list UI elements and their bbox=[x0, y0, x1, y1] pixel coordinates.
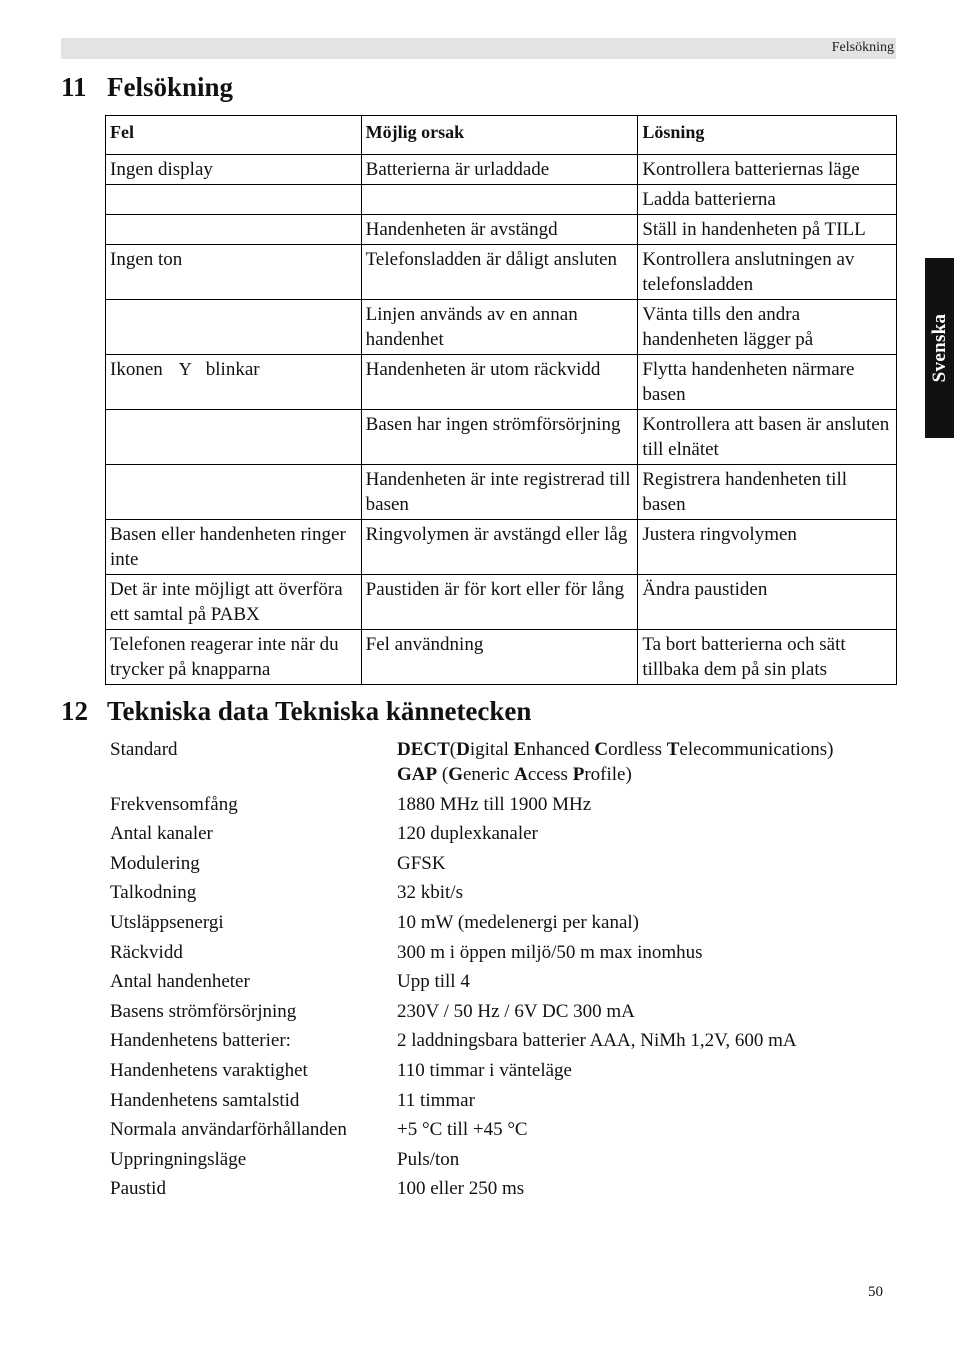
spec-label: Modulering bbox=[110, 852, 200, 874]
spec-label: Handenhetens samtalstid bbox=[110, 1089, 300, 1111]
gap-line: GAP (Generic Access Profile) bbox=[397, 764, 632, 785]
spec-row bbox=[105, 879, 885, 909]
spec-row bbox=[105, 1116, 885, 1146]
section-12-title: Tekniska data Tekniska kännetecken bbox=[107, 696, 532, 726]
cell-cause: Fel användning bbox=[361, 630, 638, 685]
section-11-number: 11 bbox=[61, 72, 87, 102]
cell-cause: Handenheten är utom räckvidd bbox=[361, 355, 638, 410]
spec-label: Räckvidd bbox=[110, 941, 183, 963]
section-11-heading bbox=[61, 72, 233, 103]
cell-cause: Handenheten är inte registrerad till basen bbox=[361, 465, 638, 520]
spec-label: Basens strömförsörjning bbox=[110, 1000, 297, 1022]
cell-solution: Registrera handenheten till basen bbox=[638, 465, 897, 520]
table-row bbox=[106, 300, 897, 355]
cell-fault bbox=[106, 355, 362, 410]
cell-fault bbox=[106, 300, 362, 355]
column-header-cause: Möjlig orsak bbox=[361, 116, 638, 155]
section-11-title: Felsökning bbox=[107, 72, 234, 102]
cell-cause: Handenheten är avstängd bbox=[361, 215, 638, 245]
cell-fault: Basen eller handenheten ringer inte bbox=[106, 520, 362, 575]
table-row bbox=[106, 355, 897, 410]
spec-value: Upp till 4 bbox=[397, 971, 470, 993]
spec-row bbox=[105, 1146, 885, 1176]
spec-label: Antal kanaler bbox=[110, 823, 213, 845]
table-row bbox=[106, 520, 897, 575]
section-12-number: 12 bbox=[61, 696, 88, 726]
spec-row bbox=[105, 1027, 885, 1057]
spec-row bbox=[105, 820, 885, 850]
spec-value: 32 kbit/s bbox=[397, 882, 463, 904]
table-row bbox=[106, 465, 897, 520]
table-row bbox=[106, 215, 897, 245]
language-tab bbox=[925, 258, 954, 438]
spec-row bbox=[105, 791, 885, 821]
cell-solution: Ändra paustiden bbox=[638, 575, 897, 630]
spec-label: Handenhetens varaktighet bbox=[110, 1059, 308, 1081]
column-header-fault: Fel bbox=[106, 116, 362, 155]
spec-label: Normala användarförhållanden bbox=[110, 1119, 347, 1141]
cell-solution: Ladda batterierna bbox=[638, 185, 897, 215]
table-row bbox=[106, 245, 897, 300]
spec-row bbox=[105, 1087, 885, 1117]
table-row bbox=[106, 410, 897, 465]
spec-value: 1880 MHz till 1900 MHz bbox=[397, 793, 592, 815]
spec-value: 300 m i öppen miljö/50 m max inomhus bbox=[397, 941, 703, 963]
icon-row-suffix: blinkar bbox=[205, 359, 260, 380]
spec-label: Standard bbox=[110, 739, 178, 760]
spec-row bbox=[105, 1057, 885, 1087]
cell-solution: Kontrollera anslutningen av telefonsladden bbox=[638, 245, 897, 300]
troubleshooting-table bbox=[105, 115, 897, 685]
cell-fault bbox=[106, 465, 362, 520]
spec-row bbox=[105, 998, 885, 1028]
table-header-row bbox=[106, 116, 897, 155]
spec-value: 2 laddningsbara batterier AAA, NiMh 1,2V, 600 mA bbox=[397, 1030, 797, 1052]
spec-value: 10 mW (medelenergi per kanal) bbox=[397, 911, 639, 933]
spec-value: GFSK bbox=[397, 852, 446, 874]
spec-label: Talkodning bbox=[110, 882, 197, 904]
cell-fault: Det är inte möjligt att överföra ett samtal på PABX bbox=[106, 575, 362, 630]
cell-fault: Ingen ton bbox=[106, 245, 362, 300]
cell-cause: Basen har ingen strömförsörjning bbox=[361, 410, 638, 465]
cell-cause: Batterierna är urladdade bbox=[361, 155, 638, 185]
spec-row bbox=[105, 850, 885, 880]
cell-cause bbox=[361, 185, 638, 215]
spec-label: Paustid bbox=[110, 1178, 166, 1200]
table-row bbox=[106, 630, 897, 685]
running-header-title: Felsökning bbox=[831, 40, 894, 55]
cell-fault: Ingen display bbox=[106, 155, 362, 185]
spec-label: Uppringningsläge bbox=[110, 1148, 247, 1170]
cell-cause: Ringvolymen är avstängd eller låg bbox=[361, 520, 638, 575]
spec-row bbox=[105, 939, 885, 969]
column-header-solution: Lösning bbox=[638, 116, 897, 155]
spec-value: 110 timmar i vänteläge bbox=[397, 1059, 572, 1081]
spec-value: 230V / 50 Hz / 6V DC 300 mA bbox=[397, 1000, 635, 1022]
spec-label: Frekvensomfång bbox=[110, 793, 238, 815]
spec-row bbox=[105, 1175, 885, 1205]
table-row bbox=[106, 575, 897, 630]
cell-solution: Vänta tills den andra handenheten lägger på bbox=[638, 300, 897, 355]
cell-fault bbox=[106, 185, 362, 215]
table-row bbox=[106, 155, 897, 185]
icon-row-prefix: Ikonen bbox=[110, 359, 163, 380]
cell-fault bbox=[106, 410, 362, 465]
section-12-heading bbox=[61, 696, 531, 727]
cell-cause: Paustiden är för kort eller för lång bbox=[361, 575, 638, 630]
specifications-table bbox=[105, 736, 885, 1205]
cell-solution: Justera ringvolymen bbox=[638, 520, 897, 575]
language-tab-label: Svenska bbox=[928, 313, 950, 383]
spec-row bbox=[105, 909, 885, 939]
table-row bbox=[106, 185, 897, 215]
spec-row bbox=[105, 968, 885, 998]
spec-value: Puls/ton bbox=[397, 1148, 460, 1170]
cell-solution: Flytta handenheten närmare basen bbox=[638, 355, 897, 410]
cell-solution: Kontrollera att basen är ansluten till elnätet bbox=[638, 410, 897, 465]
spec-row-standard bbox=[105, 736, 885, 791]
spec-label: Utsläppsenergi bbox=[110, 911, 224, 933]
cell-fault bbox=[106, 215, 362, 245]
cell-cause: Linjen används av en annan handenhet bbox=[361, 300, 638, 355]
dect-line: DECT(Digital Enhanced Cordless Telecommunications) bbox=[397, 739, 834, 760]
cell-solution: Kontrollera batteriernas läge bbox=[638, 155, 897, 185]
spec-label: Handenhetens batterier: bbox=[110, 1030, 291, 1052]
running-header bbox=[61, 38, 896, 59]
cell-solution: Ställ in handenheten på TILL bbox=[638, 215, 897, 245]
cell-fault: Telefonen reagerar inte när du trycker på knapparna bbox=[106, 630, 362, 685]
spec-value: +5 °C till +45 °C bbox=[397, 1119, 528, 1141]
spec-label: Antal handenheter bbox=[110, 971, 250, 993]
spec-value: 100 eller 250 ms bbox=[397, 1178, 525, 1200]
spec-value: 120 duplexkanaler bbox=[397, 823, 538, 845]
cell-solution: Ta bort batterierna och sätt tillbaka dem på sin plats bbox=[638, 630, 897, 685]
cell-cause: Telefonsladden är dåligt ansluten bbox=[361, 245, 638, 300]
antenna-icon: Y bbox=[178, 359, 192, 379]
spec-value bbox=[392, 736, 885, 791]
spec-value: 11 timmar bbox=[397, 1089, 475, 1111]
page-number: 50 bbox=[868, 1284, 883, 1300]
